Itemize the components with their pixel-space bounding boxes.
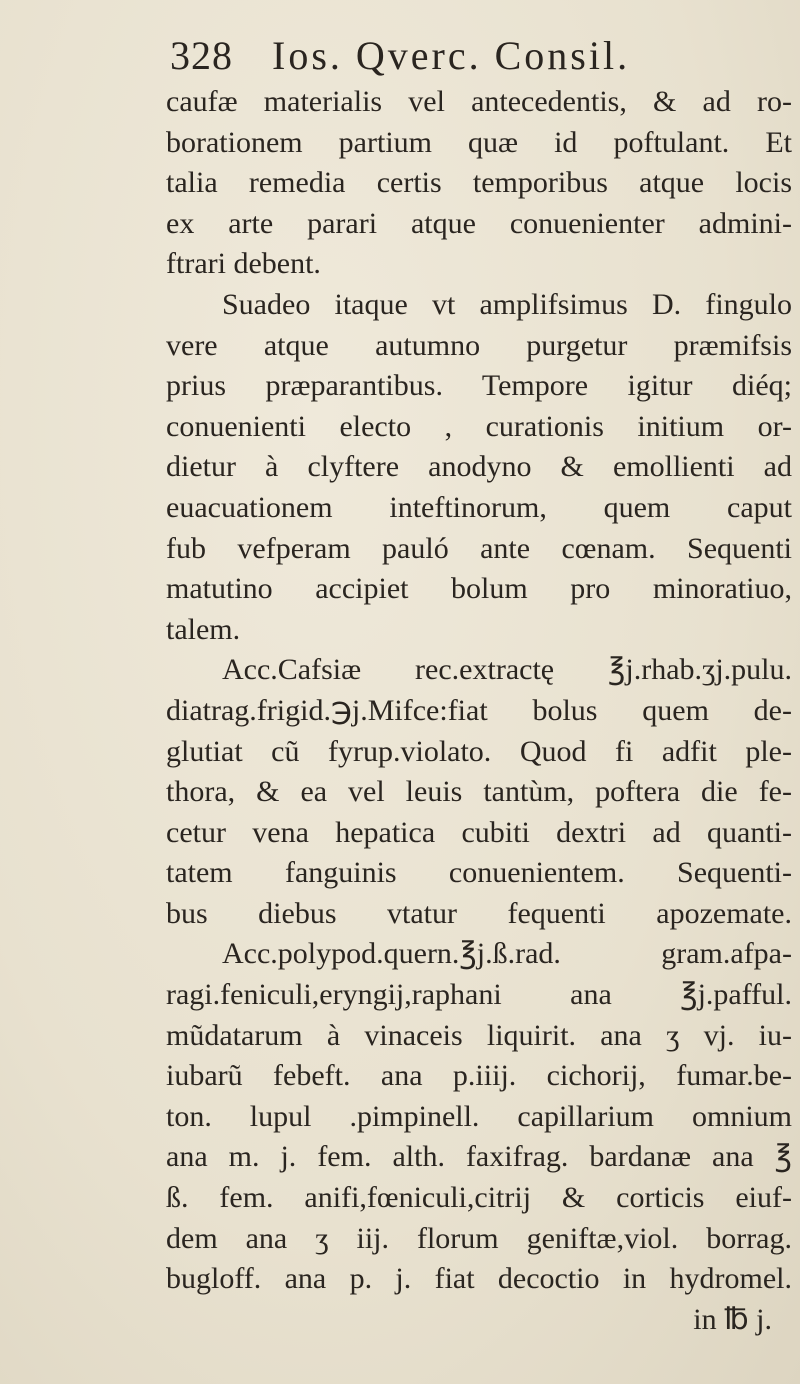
text-line: Acc.polypod.quern.℥j.ß.rad. gram.afpa-	[222, 937, 792, 971]
running-title: Ios. Qverc. Consil.	[272, 33, 631, 78]
text-line: bugloff. ana p. j. fiat decoctio in hydromel.	[166, 1262, 792, 1296]
text-line: prius præparantibus. Tempore igitur diéq;	[166, 369, 792, 403]
text-line: cetur vena hepatica cubiti dextri ad quanti-	[166, 815, 792, 849]
page-header	[170, 28, 780, 84]
text-line: ß. fem. anifi,fœniculi,citrij & corticis eiuf-	[166, 1181, 792, 1215]
text-line: vere atque autumno purgetur præmifsis	[166, 328, 792, 362]
page-number: 328	[170, 33, 233, 78]
text-line: ex arte parari atque conuenienter admini-	[166, 206, 792, 240]
text-line: ana m. j. fem. alth. faxifrag. bardanæ ana ℥	[166, 1140, 792, 1174]
text-line: borationem partium quæ id poftulant. Et	[166, 125, 792, 159]
text-line: Acc.Cafsiæ rec.extractę ℥j.rhab.ʒj.pulu.	[222, 653, 792, 687]
text-line: Suadeo itaque vt amplifsimus D. fingulo	[222, 287, 792, 321]
text-line: diatrag.frigid.℈j.Mifce:fiat bolus quem de-	[166, 693, 792, 727]
text-line: ton. lupul .pimpinell. capillarium omnium	[166, 1099, 792, 1133]
text-line: conuenienti electo , curationis initium or-	[166, 409, 792, 443]
text-line: euacuationem inteftinorum, quem caput	[166, 490, 792, 524]
text-line: ragi.feniculi,eryngij,raphani ana ℥j.pafful.	[166, 978, 792, 1012]
text-line: dem ana ʒ iij. florum geniftæ,viol. borrag.	[166, 1221, 792, 1255]
text-line: glutiat cũ fyrup.violato. Quod fi adfit ple-	[166, 734, 792, 768]
text-line: in ℔ j.	[693, 1302, 772, 1336]
text-line: iubarũ febeft. ana p.iiij. cichorij, fumar.be-	[166, 1059, 792, 1093]
text-line: matutino accipiet bolum pro minoratiuo,	[166, 572, 792, 606]
text-line: ftrari debent.	[166, 247, 321, 281]
text-line: talem.	[166, 612, 241, 646]
text-line: tatem fanguinis conuenientem. Sequenti-	[166, 856, 792, 890]
text-line: caufæ materialis vel antecedentis, & ad ro-	[166, 85, 792, 118]
text-line: dietur à clyftere anodyno & emollienti ad	[166, 450, 792, 484]
text-line: talia remedia certis temporibus atque locis	[166, 166, 792, 200]
text-line: fub vefperam pauló ante cœnam. Sequenti	[166, 531, 792, 565]
text-line: bus diebus vtatur fequenti apozemate.	[166, 896, 792, 930]
text-line: thora, & ea vel leuis tantùm, poftera die fe-	[166, 775, 792, 809]
body-text	[166, 82, 792, 1340]
text-line: mũdatarum à vinaceis liquirit. ana ʒ vj. iu-	[166, 1018, 792, 1052]
